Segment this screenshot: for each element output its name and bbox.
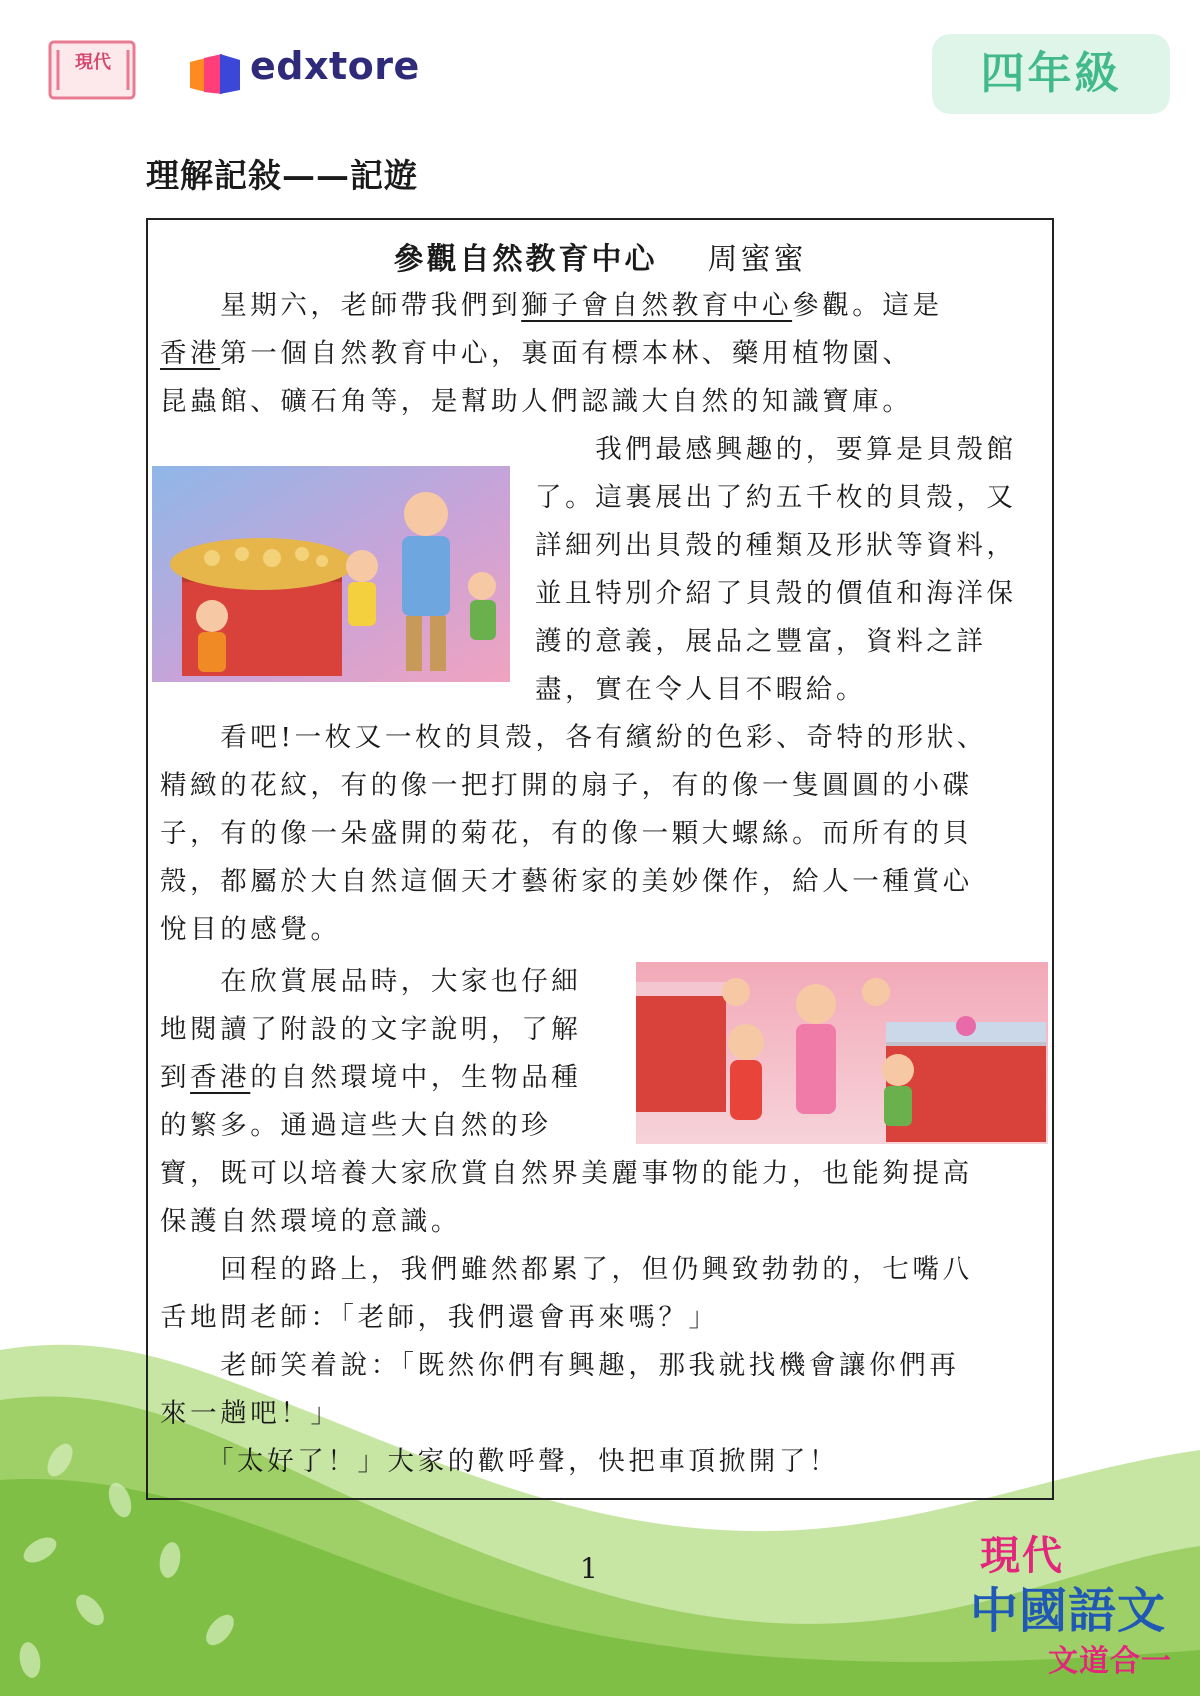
paragraph-line: 在欣賞展品時，大家也仔細 [160, 966, 582, 997]
paragraph-line: 「太好了！」大家的歡呼聲，快把車頂掀開了！ [160, 1446, 840, 1477]
paragraph-line: 香港第一個自然教育中心，裏面有標本林、藥用植物園、 [160, 338, 913, 369]
paragraph-line: 精緻的花紋，有的像一把打開的扇子，有的像一隻圓圓的小碟 [160, 770, 973, 801]
paragraph-line: 保護自然環境的意識。 [160, 1206, 461, 1237]
paragraph-4 [160, 958, 581, 1150]
paragraph-line: 殼，都屬於大自然這個天才藝術家的美妙傑作，給人一種賞心 [160, 866, 973, 897]
article-heading [146, 234, 1054, 278]
article-title: 參觀自然教育中心 [393, 242, 658, 277]
paragraph-line: 地閱讀了附設的文字說明，了解 [160, 1014, 582, 1045]
paragraph-line: 護的意義，展品之豐富，資料之詳 [535, 626, 987, 657]
paragraph-line: 盡，實在令人目不暇給。 [535, 674, 867, 705]
publisher-logo [48, 38, 138, 102]
paragraph-3 [160, 714, 987, 954]
proper-noun: 香港 [160, 338, 221, 369]
paragraph-line: 詳細列出貝殼的種類及形狀等資料， [535, 530, 1017, 561]
footer-brand-line3: 文道合一 [1048, 1644, 1172, 1679]
exhibition-visit-illustration [636, 962, 1048, 1144]
paragraph-4-continued [160, 1150, 973, 1486]
footer-brand-line2: 中國語文 [970, 1583, 1167, 1639]
paragraph-line: 的繁多。通過這些大自然的珍 [160, 1110, 552, 1141]
paragraph-line: 到香港的自然環境中，生物品種 [160, 1062, 582, 1093]
section-title: 理解記敍——記遊 [146, 156, 418, 195]
footer-brand-logo [960, 1520, 1182, 1690]
paragraph-line: 子，有的像一朵盛開的菊花，有的像一顆大螺絲。而所有的貝 [160, 818, 973, 849]
proper-noun: 香港 [190, 1062, 251, 1093]
paragraph-line: 寶，既可以培養大家欣賞自然界美麗事物的能力，也能夠提高 [160, 1158, 973, 1189]
shell-exhibit-illustration [152, 466, 510, 682]
proper-noun: 獅子會自然教育中心 [521, 290, 793, 321]
brand-name: edxtore [250, 44, 420, 88]
grade-badge: 四年級 [932, 34, 1170, 114]
paragraph-line: 我們最感興趣的，要算是貝殼館 [535, 434, 1017, 465]
paragraph-2 [535, 426, 1017, 714]
paragraph-line: 回程的路上，我們雖然都累了，但仍興致勃勃的，七嘴八 [160, 1254, 973, 1285]
paragraph-line: 看吧!一枚又一枚的貝殼，各有繽紛的色彩、奇特的形狀、 [160, 722, 987, 753]
paragraph-line: 並且特別介紹了貝殼的價值和海洋保 [535, 578, 1017, 609]
paragraph-line: 老師笑着說：「既然你們有興趣，那我就找機會讓你們再 [160, 1350, 960, 1381]
paragraph-line: 悅目的感覺。 [160, 914, 341, 945]
paragraph-line: 來一趟吧！」 [160, 1398, 341, 1429]
publisher-logo-line1: 現代 [75, 52, 111, 73]
paragraph-line: 舌地問老師：「老師，我們還會再來嗎？」 [160, 1302, 719, 1333]
article-author: 周蜜蜜 [707, 242, 807, 277]
paragraph-line: 星期六，老師帶我們到獅子會自然教育中心參觀。這是 [160, 290, 943, 321]
edxtore-logo-icon [186, 52, 246, 96]
footer-brand-line1: 現代 [980, 1533, 1064, 1579]
page-number: 1 [580, 1552, 598, 1585]
paragraph-1 [160, 282, 943, 426]
paragraph-line: 了。這裏展出了約五千枚的貝殼，又 [535, 482, 1017, 513]
paragraph-line: 昆蟲館、礦石角等，是幫助人們認識大自然的知識寶庫。 [160, 386, 913, 417]
